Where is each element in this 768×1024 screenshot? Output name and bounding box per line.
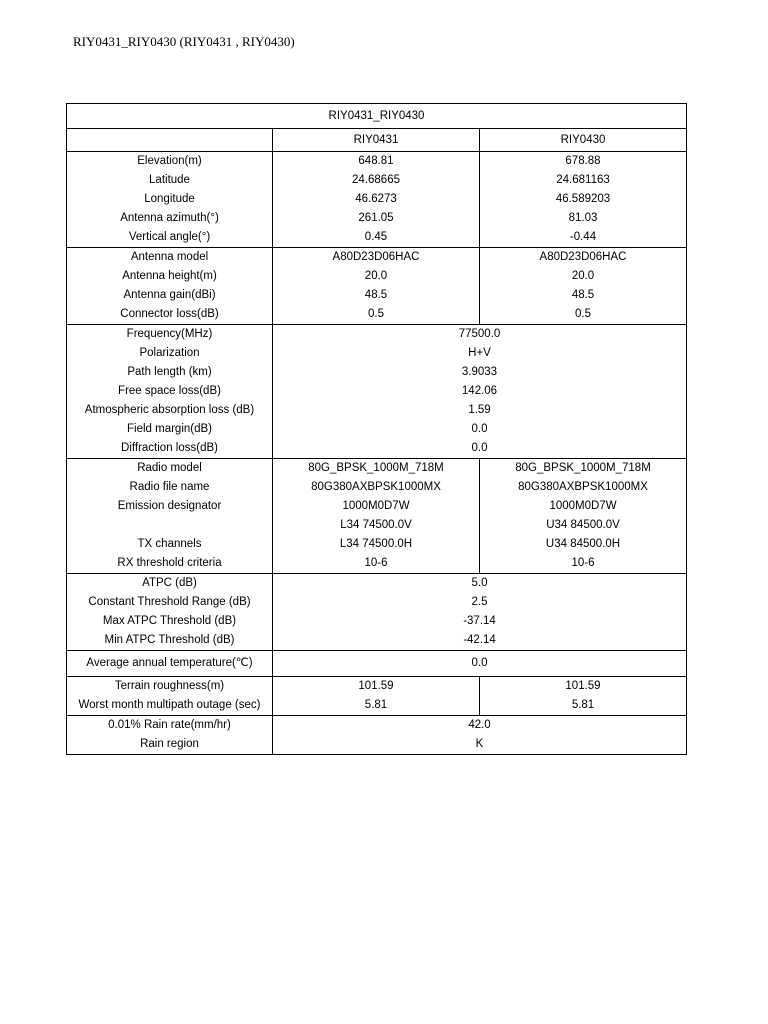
shared-value: 42.0 [273, 716, 687, 736]
site-a-value: 0.45 [273, 228, 480, 248]
site-b-value: 80G380AXBPSK1000MX [480, 478, 687, 497]
table-title-row [67, 104, 687, 129]
table-row [67, 612, 687, 631]
site-a-value: 10-6 [273, 554, 480, 574]
shared-value: 5.0 [273, 574, 687, 594]
table-row [67, 325, 687, 345]
site-a-value: L34 74500.0V [273, 516, 480, 535]
table-row [67, 516, 687, 535]
table-row [67, 152, 687, 172]
site-a-value: 101.59 [273, 677, 480, 697]
site-a-value: 648.81 [273, 152, 480, 172]
link-parameters-table [66, 103, 687, 755]
parameter-label: Average annual temperature(℃) [67, 651, 273, 677]
site-b-value: U34 84500.0V [480, 516, 687, 535]
site-b-value: 101.59 [480, 677, 687, 697]
table-row [67, 459, 687, 479]
table-row [67, 677, 687, 697]
site-b-value: -0.44 [480, 228, 687, 248]
table-row [67, 344, 687, 363]
column-header-site-b: RIY0430 [480, 129, 687, 152]
site-b-value: 678.88 [480, 152, 687, 172]
shared-value: 2.5 [273, 593, 687, 612]
parameter-label: Terrain roughness(m) [67, 677, 273, 697]
site-b-value: 5.81 [480, 696, 687, 716]
site-b-value: 46.589203 [480, 190, 687, 209]
table-row [67, 228, 687, 248]
parameter-label: RX threshold criteria [117, 557, 222, 569]
document-header: RIY0431_RIY0430 (RIY0431 , RIY0430) [73, 34, 295, 49]
table-row [67, 305, 687, 325]
parameter-label: Atmospheric absorption loss (dB) [84, 404, 255, 416]
table-row [67, 574, 687, 594]
shared-value: 0.0 [273, 651, 687, 677]
parameter-label: ATPC (dB) [67, 574, 273, 594]
site-a-value: 80G380AXBPSK1000MX [273, 478, 480, 497]
parameter-label: Antenna gain(dBi) [123, 289, 216, 301]
parameter-label: Worst month multipath outage (sec) [78, 699, 261, 711]
table-row [67, 696, 687, 716]
shared-value: 3.9033 [273, 363, 687, 382]
site-a-value: 1000M0D7W [273, 497, 480, 516]
parameter-label: Latitude [149, 174, 190, 186]
site-a-value: 20.0 [273, 267, 480, 286]
table-row [67, 478, 687, 497]
table-row [67, 716, 687, 736]
site-b-value: 48.5 [480, 286, 687, 305]
table-row [67, 554, 687, 574]
shared-value: -42.14 [273, 631, 687, 651]
site-a-value: 5.81 [273, 696, 480, 716]
site-b-value: 0.5 [480, 305, 687, 325]
shared-value: K [273, 735, 687, 755]
table-row [67, 651, 687, 677]
site-a-value: 0.5 [273, 305, 480, 325]
table-row [67, 593, 687, 612]
site-b-value: A80D23D06HAC [480, 248, 687, 268]
site-b-value: 1000M0D7W [480, 497, 687, 516]
parameter-label: Longitude [144, 193, 195, 205]
site-a-value: 261.05 [273, 209, 480, 228]
parameter-label: Constant Threshold Range (dB) [88, 596, 251, 608]
site-a-value: 46.6273 [273, 190, 480, 209]
site-a-value: L34 74500.0H [273, 535, 480, 554]
shared-value: 142.06 [273, 382, 687, 401]
site-b-value: U34 84500.0H [480, 535, 687, 554]
shared-value: 0.0 [273, 439, 687, 459]
parameter-label: Vertical angle(°) [128, 231, 211, 243]
shared-value: 0.0 [273, 420, 687, 439]
table-header-row [67, 129, 687, 152]
parameter-label: Max ATPC Threshold (dB) [102, 615, 237, 627]
site-a-value: A80D23D06HAC [273, 248, 480, 268]
parameter-label: Connector loss(dB) [120, 308, 219, 320]
shared-value: H+V [273, 344, 687, 363]
parameter-label: Radio file name [129, 481, 210, 493]
column-header-site-a: RIY0431 [273, 129, 480, 152]
table-row [67, 439, 687, 459]
site-b-value: 20.0 [480, 267, 687, 286]
site-a-value: 24.68665 [273, 171, 480, 190]
parameter-label: Min ATPC Threshold (dB) [104, 634, 235, 646]
table-row [67, 248, 687, 268]
parameter-label: Antenna height(m) [122, 270, 217, 282]
parameter-label: Emission designator [117, 500, 222, 512]
table-row [67, 497, 687, 516]
site-b-value: 80G_BPSK_1000M_718M [480, 459, 687, 479]
table-title: RIY0431_RIY0430 [328, 109, 425, 122]
parameter-label: Diffraction loss(dB) [121, 442, 218, 454]
site-b-value: 10-6 [480, 554, 687, 574]
parameter-label: 0.01% Rain rate(mm/hr) [67, 716, 273, 736]
parameter-label: Antenna azimuth(°) [120, 212, 219, 224]
table-row [67, 363, 687, 382]
table-row [67, 171, 687, 190]
parameter-label: Polarization [139, 347, 200, 359]
table-row [67, 735, 687, 755]
table-row [67, 535, 687, 554]
table-row [67, 401, 687, 420]
table-row [67, 420, 687, 439]
site-b-value: 81.03 [480, 209, 687, 228]
parameter-label: Frequency(MHz) [67, 325, 273, 345]
parameter-label: Path length (km) [127, 366, 212, 378]
parameter-label: TX channels [137, 538, 202, 550]
table-row [67, 631, 687, 651]
shared-value: 77500.0 [273, 325, 687, 345]
table-row [67, 209, 687, 228]
parameter-label: Radio model [67, 459, 273, 479]
table-row [67, 286, 687, 305]
table-row [67, 382, 687, 401]
parameter-label: Free space loss(dB) [118, 385, 221, 397]
parameter-label: Elevation(m) [67, 152, 273, 172]
parameter-label: Field margin(dB) [127, 423, 212, 435]
shared-value: 1.59 [273, 401, 687, 420]
site-a-value: 80G_BPSK_1000M_718M [273, 459, 480, 479]
parameter-label: Antenna model [67, 248, 273, 268]
parameter-label [67, 516, 273, 535]
header-blank-cell [67, 129, 273, 152]
site-a-value: 48.5 [273, 286, 480, 305]
shared-value: -37.14 [273, 612, 687, 631]
parameter-label: Rain region [140, 738, 199, 750]
table-row [67, 267, 687, 286]
table-row [67, 190, 687, 209]
site-b-value: 24.681163 [480, 171, 687, 190]
